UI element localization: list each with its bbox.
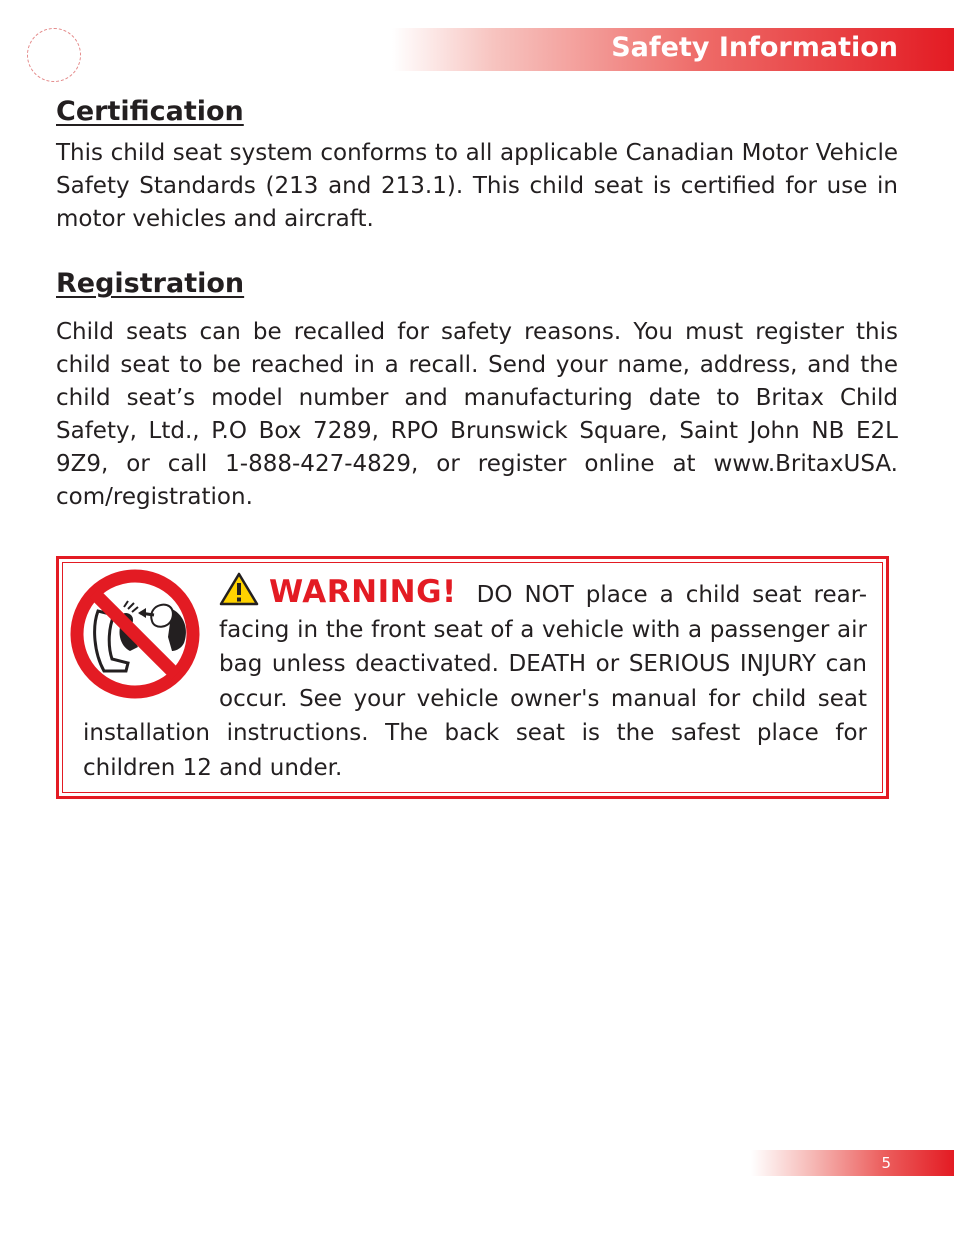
icon-spacer [83,572,219,710]
warning-message: DO NOT place a child seat rear-facing in the front seat of a vehicle with a passenger air bag unless deactivated. DEATH or SERIOUS INJURY can occur. See your vehicle owner's manual for child seat installation instructions. The back seat is the safest place for children 12 and under. [83,582,868,781]
warning-triangle-icon [219,572,259,606]
warning-paragraph [83,572,867,785]
certification-body: This child seat system conforms to all applicable Canadian Motor Vehicle Safety Standards (213 and 213.1). This child seat is certified for use in motor vehicles and aircraft. [56,140,898,232]
header-band [392,28,954,71]
certification-heading: Certification [56,96,244,127]
page-number: 5 [881,1154,891,1172]
page-title: Safety Information [611,32,898,63]
registration-body: Child seats can be recalled for safety reasons. You must register this child seat to be reached in a recall. Send your name, address, and the child seat’s model number and manufacturing date to Britax Child Safety, Ltd., P.O Box 7289, RPO Brunswick Square, Saint John NB E2L 9Z9, or call 1-888-427-4829, or register online at www.BritaxUSA. com/registration. [56,319,898,510]
warning-box [56,556,889,799]
footer-band [751,1150,954,1176]
registration-heading: Registration [56,268,245,299]
corner-circle-decoration [27,28,81,82]
warning-label: WARNING! [269,574,457,610]
